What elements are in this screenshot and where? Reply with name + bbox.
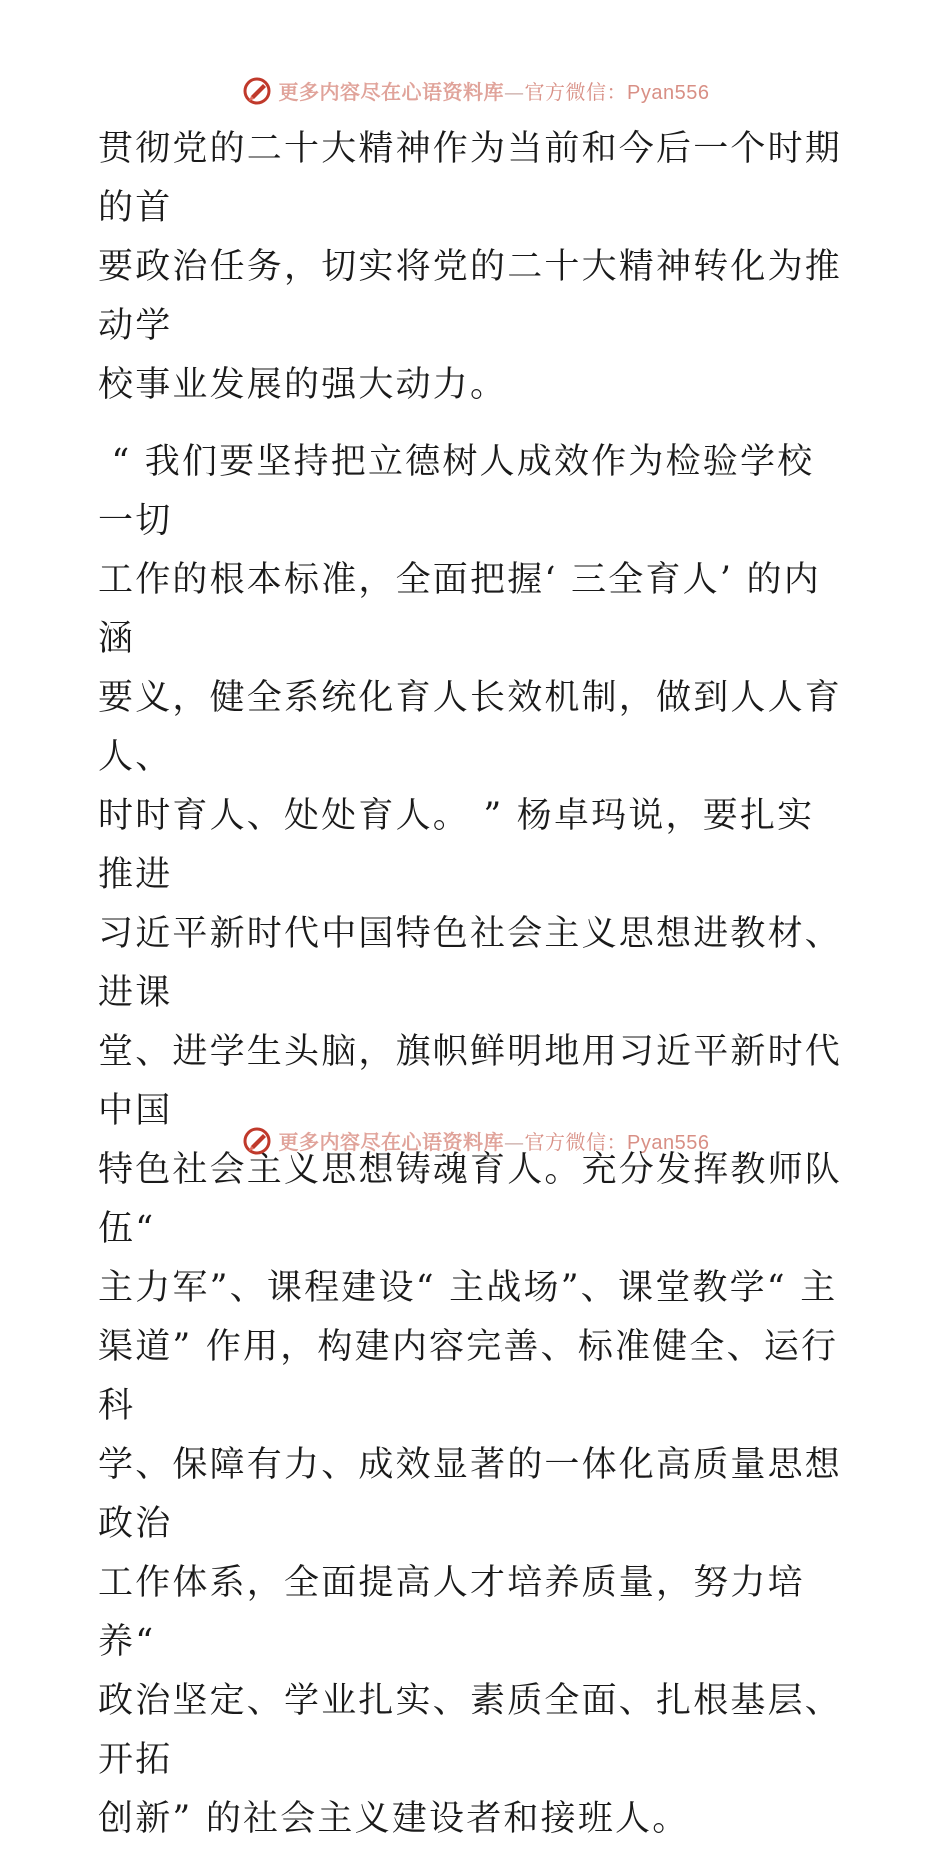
watermark-text: 更多内容尽在心语资料库—官方微信：Pyan556 (278, 79, 710, 104)
text-line: 时时育人、处处育人。 ” 杨卓玛说，要扎实推进 (98, 796, 815, 895)
text-line: 创新” 的社会主义建设者和接班人。 (98, 1799, 690, 1839)
text-line: 渠道” 作用，构建内容完善、标准健全、运行科 (98, 1327, 839, 1426)
brand-logo-icon (241, 74, 273, 106)
paragraph (98, 120, 848, 415)
brand-logo-icon (241, 1124, 273, 1156)
text-line: 要义，健全系统化育人长效机制，做到人人育人、 (98, 678, 843, 777)
text-line: 学、保障有力、成效显著的一体化高质量思想政治 (98, 1445, 843, 1544)
text-line: 政治坚定、学业扎实、素质全面、扎根基层、开拓 (98, 1681, 843, 1780)
text-line: 主力军”、课程建设“ 主战场”、课堂教学“ 主 (98, 1268, 838, 1308)
text-line: 习近平新时代中国特色社会主义思想进教材、进课 (98, 914, 843, 1013)
text-line: 要政治任务，切实将党的二十大精神转化为推动学 (98, 247, 843, 346)
text-line: 工作体系，全面提高人才培养质量，努力培养“ (98, 1563, 805, 1662)
document-body (98, 120, 848, 1849)
text-line: 校事业发展的强大动力。 (98, 365, 508, 405)
text-line: 贯彻党的二十大精神作为当前和今后一个时期的首 (98, 129, 843, 228)
watermark-text: 更多内容尽在心语资料库—官方微信：Pyan556 (278, 1129, 710, 1154)
text-line: 工作的根本标准，全面把握‘ 三全育人’ 的内涵 (98, 560, 821, 659)
header-watermark (0, 70, 950, 110)
text-line: 堂、进学生头脑，旗帜鲜明地用习近平新时代中国 (98, 1032, 843, 1131)
text-line: “ 我们要坚持把立德树人成效作为检验学校一切 (98, 442, 815, 541)
footer-watermark (0, 1120, 950, 1160)
text-line: 特色社会主义思想铸魂育人。充分发挥教师队伍“ (98, 1150, 843, 1249)
